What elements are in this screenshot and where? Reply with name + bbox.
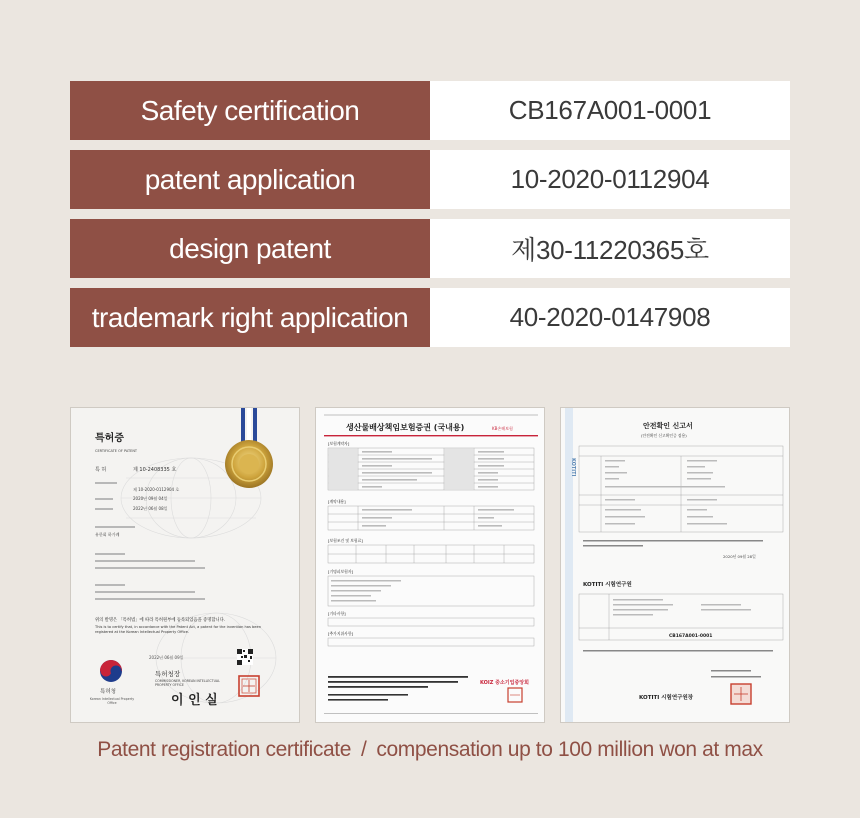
patent-body-en: This is to certify that, in accordance with the Patent Act, a patent for the invention has been registered at the Korean Intellectual Property Office. <box>95 625 261 634</box>
certificate-images <box>70 407 790 723</box>
cert-value: 40-2020-0147908 <box>430 288 790 347</box>
patent-certificate-image <box>70 407 300 723</box>
gold-seal-icon <box>225 440 273 488</box>
kipo-logo-text: 특허청 <box>100 689 116 695</box>
insurance-section4: [기명피보험자] <box>328 569 353 574</box>
insurance-section5: [기타사항] <box>328 611 346 616</box>
caption-right: compensation up to 100 million won at max <box>376 738 763 761</box>
cert-label: Safety certification <box>70 81 430 140</box>
cert-label: patent application <box>70 150 430 209</box>
insurance-section2: [계약내용] <box>328 499 346 504</box>
cert-label: trademark right application <box>70 288 430 347</box>
patent-number-label: 특 허 <box>95 467 107 473</box>
patent-signature: 이 인 실 <box>171 693 218 708</box>
patent-office-en: COMMISSIONER, KOREAN INTELLECTUAL PROPERTY OFFICE <box>155 679 220 687</box>
safety-cert-no: CB167A001-0001 <box>669 634 713 639</box>
certification-table <box>70 81 790 357</box>
insurance-section3: [보험조건 및 보험료] <box>328 538 363 543</box>
cert-value: 10-2020-0112904 <box>430 150 790 209</box>
patent-title: 특허증 <box>95 433 124 444</box>
patent-body-ko: 위의 발명은 「특허법」에 따라 특허원부에 등록되었음을 증명합니다. <box>95 618 226 623</box>
safety-org: KOTITI 시험연구원 <box>583 582 632 588</box>
cert-row-trademark <box>70 288 790 347</box>
cert-row-safety <box>70 81 790 140</box>
patent-holder: 유한회 하가례 <box>95 532 120 537</box>
insurance-brand: KB손해보험 <box>492 426 513 431</box>
patent-date2: 2022년 06월 08일 <box>133 506 168 511</box>
caption-separator: / <box>360 738 367 761</box>
kipo-logo-icon <box>100 660 122 682</box>
kotiti-stamp-icon <box>731 684 751 704</box>
patent-app-number: 제 10-2020-0112904 호 <box>133 487 180 492</box>
insurance-section1: [보험계약자] <box>328 441 350 446</box>
official-stamp-icon <box>239 676 259 696</box>
kotiti-side-brand: KOTITI <box>570 458 576 477</box>
patent-date1: 2020년 09월 04일 <box>133 496 168 501</box>
patent-certificate-drawing <box>71 408 300 723</box>
safety-title: 안전확인 신고서 <box>643 422 693 430</box>
cert-row-patent <box>70 150 790 209</box>
patent-subtitle: CERTIFICATE OF PATENT <box>95 449 138 453</box>
qr-code-icon <box>237 649 253 665</box>
patent-number: 제 10-2408335 호 <box>133 467 177 473</box>
patent-office-ko: 특허청장 <box>155 670 181 678</box>
cert-label: design patent <box>70 219 430 278</box>
insurance-footer-brand: KOIZ 중소기업중앙회 <box>480 680 529 686</box>
safety-certificate-image <box>560 407 790 723</box>
kipo-logo-sub: Korean Intellectual Property Office <box>89 697 135 705</box>
insurance-certificate-image <box>315 407 545 723</box>
insurance-section6: [추가지위사항] <box>328 631 353 636</box>
insurance-certificate-drawing <box>316 408 545 723</box>
cert-value: 제30-11220365호 <box>430 219 790 278</box>
caption-left: Patent registration certificate <box>97 738 351 761</box>
safety-subtitle: (안전확인 신고확인증 겸용) <box>641 433 687 438</box>
certificate-caption <box>0 738 860 762</box>
safety-org-head: KOTITI 시험연구원장 <box>639 695 694 701</box>
cert-value: CB167A001-0001 <box>430 81 790 140</box>
insurance-title: 생산물배상책임보험증권 (국내용) <box>346 423 465 432</box>
cert-row-design <box>70 219 790 278</box>
safety-date: 2020년 09월 28일 <box>723 554 756 559</box>
patent-issue-date: 2022년 06월 09일 <box>149 655 184 660</box>
safety-certificate-drawing <box>561 408 790 723</box>
